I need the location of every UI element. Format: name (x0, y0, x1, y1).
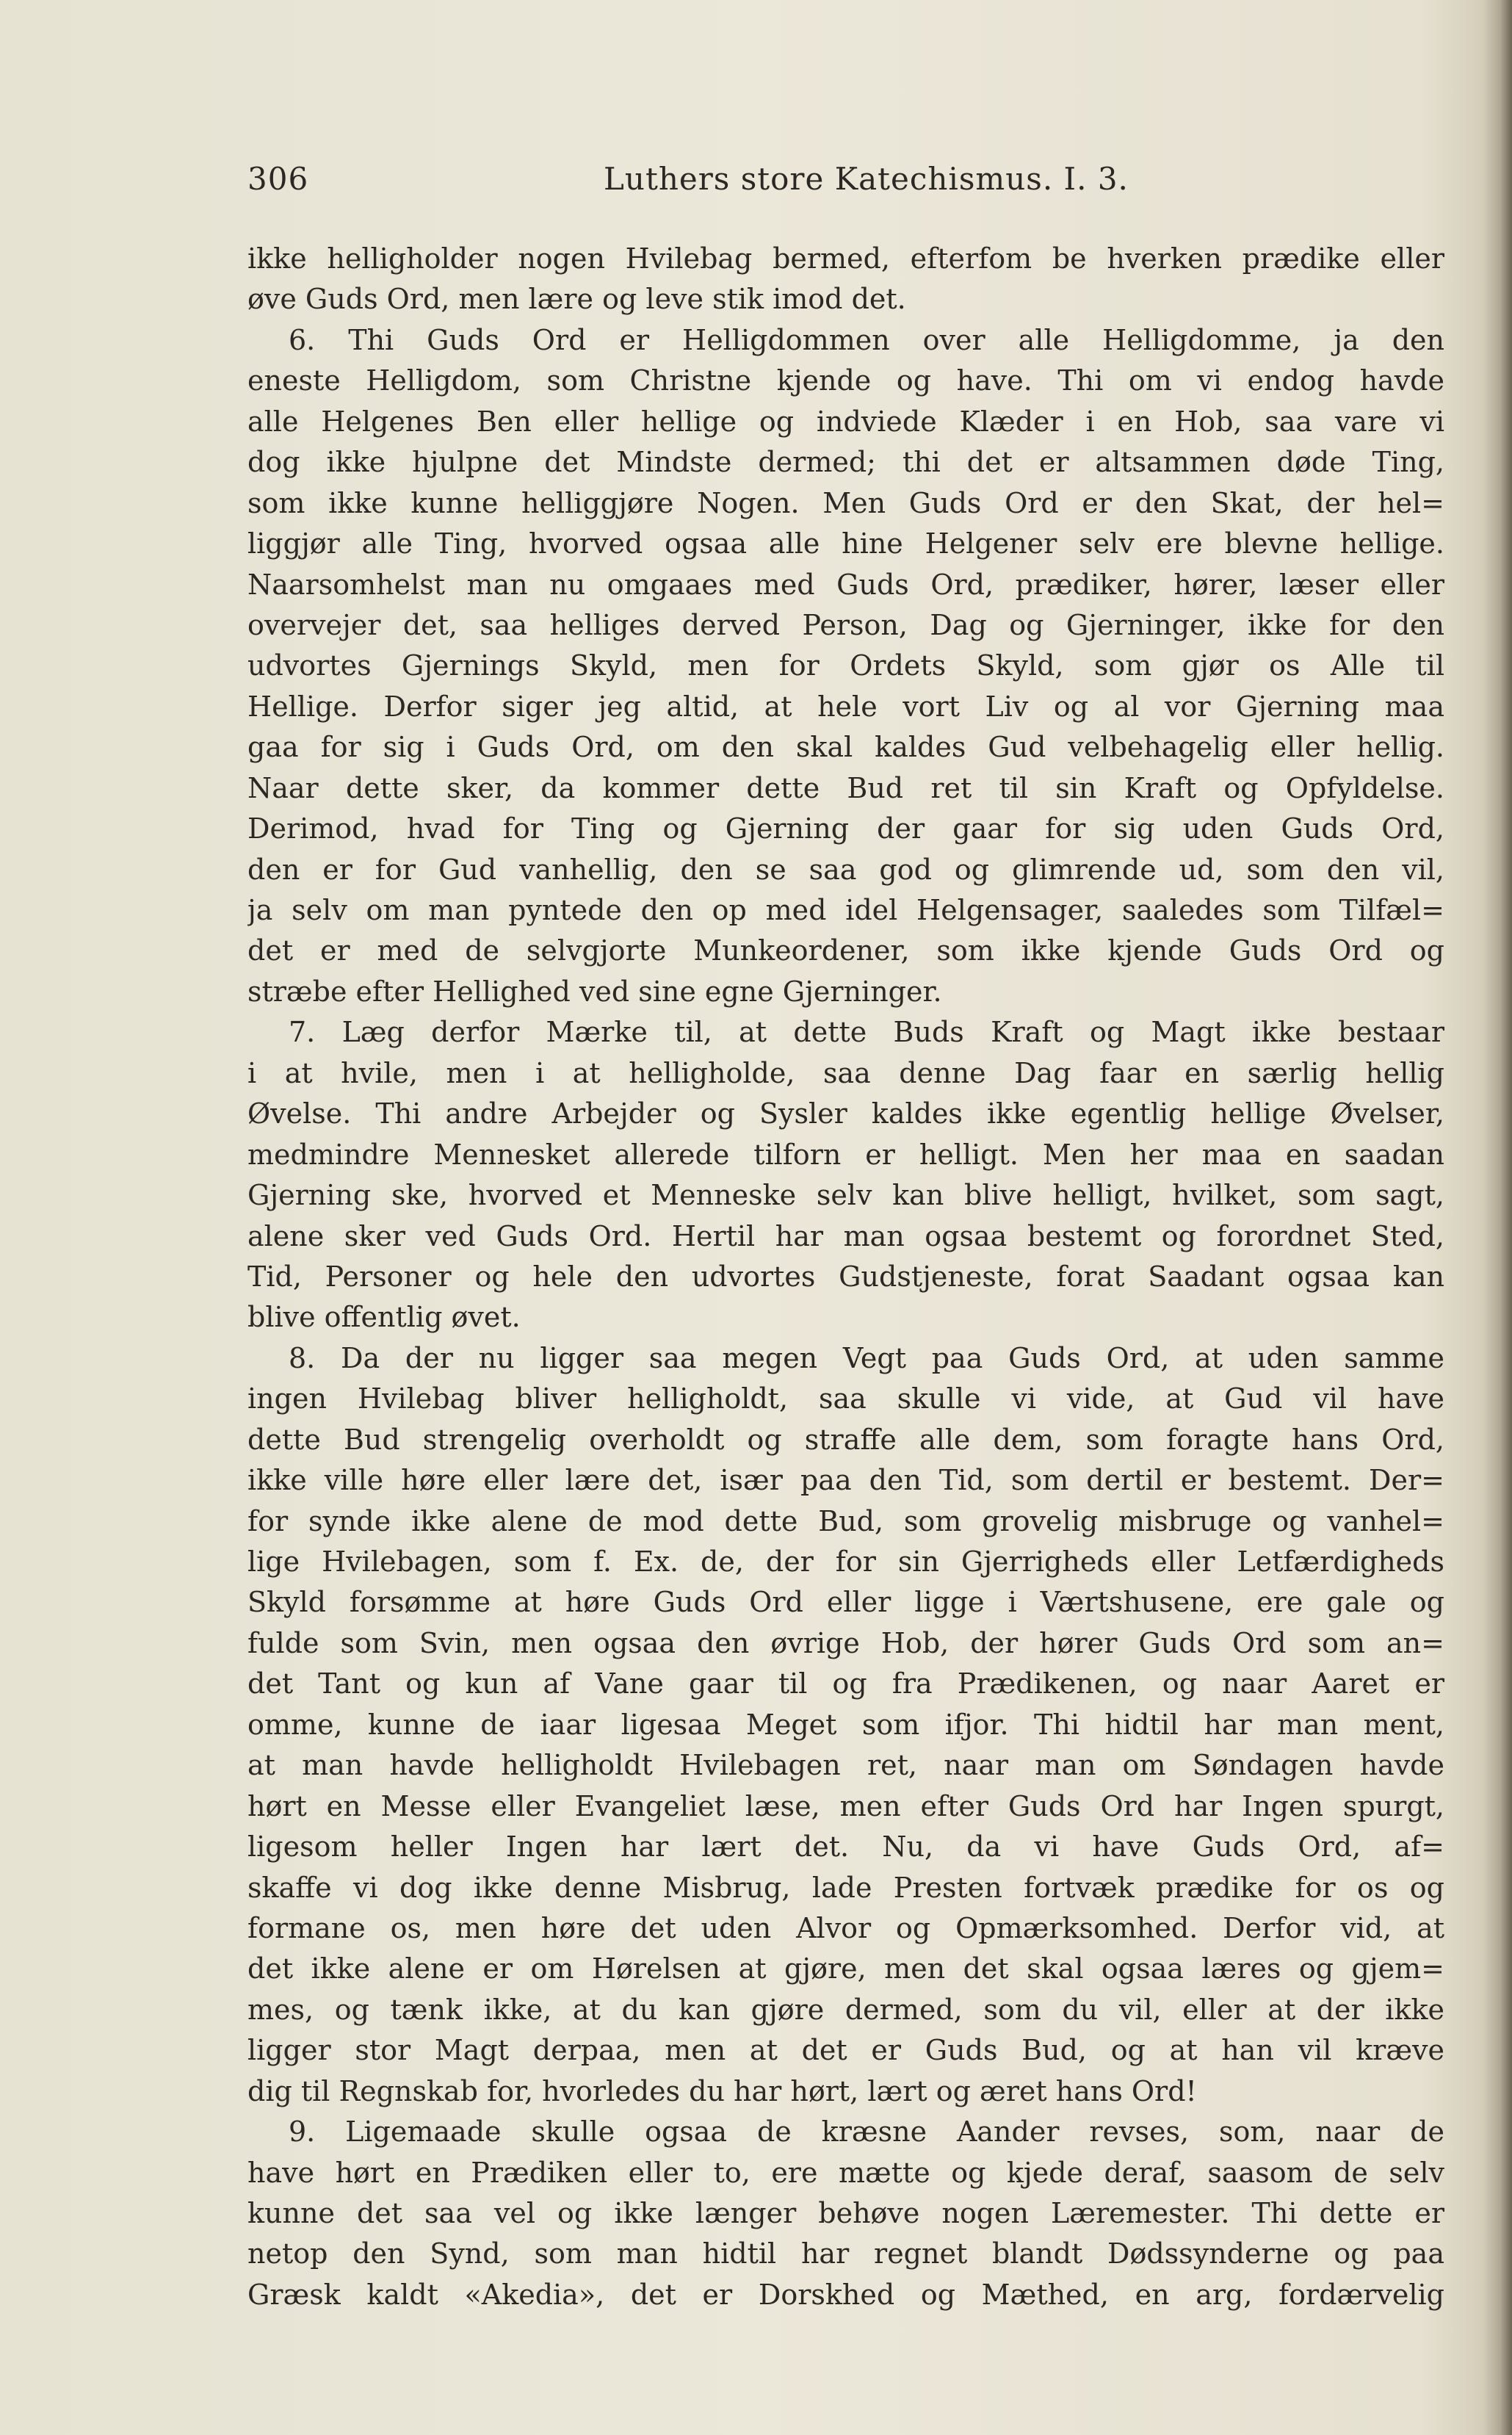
page-edge-shadow (1483, 0, 1512, 2435)
text-line: ikke ville høre eller lære det, især paa den Tid, som dertil er bestemt. Der= (247, 1464, 1444, 1497)
text-line: som ikke kunne helliggjøre Nogen. Men Guds Ord er den Skat, der hel= (247, 486, 1444, 519)
text-line: 6. Thi Guds Ord er Helligdommen over alle Helligdomme, ja den (289, 323, 1444, 356)
running-title: Luthers store Katechismus. I. 3. (604, 161, 1129, 197)
text-line: 7. Læg derfor Mærke til, at dette Buds Kraft og Magt ikke bestaar (289, 1016, 1444, 1049)
text-line: mes, og tænk ikke, at du kan gjøre dermed, som du vil, eller at der ikke (247, 1993, 1444, 2026)
text-line: 8. Da der nu ligger saa megen Vegt paa Guds Ord, at uden samme (289, 1341, 1444, 1374)
text-line: lige Hvilebagen, som f. Ex. de, der for sin Gjerrigheds eller Letfærdigheds (247, 1545, 1444, 1578)
text-line: i at hvile, men i at helligholde, saa denne Dag faar en særlig hellig (247, 1056, 1444, 1089)
text-line: ligger stor Magt derpaa, men at det er Guds Bud, og at han vil kræve (247, 2034, 1444, 2067)
text-line: eneste Helligdom, som Christne kjende og have. Thi om vi endog havde (247, 364, 1444, 397)
text-line: udvortes Gjernings Skyld, men for Ordets Skyld, som gjør os Alle til (247, 649, 1444, 682)
body-text (247, 239, 1444, 2315)
text-line: alene sker ved Guds Ord. Hertil har man ogsaa bestemt og forordnet Sted, (247, 1219, 1444, 1252)
text-line: ikke helligholder nogen Hvilebag bermed, efterfom be hverken prædike eller (247, 242, 1444, 275)
text-line: Hellige. Derfor siger jeg altid, at hele vort Liv og al vor Gjerning maa (247, 690, 1444, 723)
text-line: omme, kunne de iaar ligesaa Meget som ifjor. Thi hidtil har man ment, (247, 1708, 1444, 1741)
text-line: formane os, men høre det uden Alvor og Opmærksomhed. Derfor vid, at (247, 1911, 1444, 1944)
text-line: Naarsomhelst man nu omgaaes med Guds Ord, prædiker, hører, læser eller (247, 568, 1444, 601)
text-line: liggjør alle Ting, hvorved ogsaa alle hine Helgener selv ere blevne hellige. (247, 527, 1444, 560)
text-line: gaa for sig i Guds Ord, om den skal kaldes Gud velbehagelig eller hellig. (247, 731, 1444, 764)
text-line: øve Guds Ord, men lære og leve stik imod det. (247, 283, 906, 316)
text-line: dette Bud strengelig overholdt og straffe alle dem, som foragte hans Ord, (247, 1423, 1444, 1456)
text-line: den er for Gud vanhellig, den se saa god og glimrende ud, som den vil, (247, 853, 1444, 886)
text-line: fulde som Svin, men ogsaa den øvrige Hob, der hører Guds Ord som an= (247, 1626, 1444, 1659)
text-line: at man havde helligholdt Hvilebagen ret, naar man om Søndagen havde (247, 1749, 1444, 1782)
text-line: Gjerning ske, hvorved et Menneske selv kan blive helligt, hvilket, som sagt, (247, 1179, 1444, 1212)
text-line: medmindre Mennesket allerede tilforn er helligt. Men her maa en saadan (247, 1138, 1444, 1171)
text-line: dig til Regnskab for, hvorledes du har hørt, lært og æret hans Ord! (247, 2074, 1197, 2107)
text-line: blive offentlig øvet. (247, 1301, 521, 1334)
running-header (247, 156, 1444, 203)
text-line: for synde ikke alene de mod dette Bud, som grovelig misbruge og vanhel= (247, 1504, 1444, 1537)
text-line: dog ikke hjulpne det Mindste dermed; thi det er altsammen døde Ting, (247, 446, 1444, 479)
text-line: Tid, Personer og hele den udvortes Gudstjeneste, forat Saadant ogsaa kan (247, 1260, 1444, 1293)
text-line: overvejer det, saa helliges derved Person, Dag og Gjerninger, ikke for den (247, 608, 1444, 641)
text-line: hørt en Messe eller Evangeliet læse, men efter Guds Ord har Ingen spurgt, (247, 1789, 1444, 1822)
text-line: Øvelse. Thi andre Arbejder og Sysler kaldes ikke egentlig hellige Øvelser, (247, 1097, 1444, 1130)
text-line: ligesom heller Ingen har lært det. Nu, da vi have Guds Ord, af= (247, 1830, 1444, 1864)
text-line: det ikke alene er om Hørelsen at gjøre, men det skal ogsaa læres og gjem= (247, 1952, 1444, 1985)
text-line: Skyld forsømme at høre Guds Ord eller ligge i Værtshusene, ere gale og (247, 1586, 1444, 1619)
text-line: ingen Hvilebag bliver helligholdt, saa skulle vi vide, at Gud vil have (247, 1382, 1444, 1415)
text-line: Naar dette sker, da kommer dette Bud ret til sin Kraft og Opfyldelse. (247, 771, 1444, 804)
text-line: 9. Ligemaade skulle ogsaa de kræsne Aander revses, som, naar de (289, 2115, 1444, 2149)
text-line: Derimod, hvad for Ting og Gjerning der gaar for sig uden Guds Ord, (247, 812, 1444, 845)
text-line: det er med de selvgjorte Munkeordener, som ikke kjende Guds Ord og (247, 934, 1444, 967)
text-line: Græsk kaldt «Akedia», det er Dorskhed og Mæthed, en arg, fordærvelig (247, 2278, 1444, 2311)
text-line: stræbe efter Hellighed ved sine egne Gjerninger. (247, 975, 942, 1008)
text-line: skaffe vi dog ikke denne Misbrug, lade Presten fortvæk prædike for os og (247, 1871, 1444, 1904)
page-number: 306 (247, 161, 309, 197)
text-line: have hørt en Prædiken eller to, ere mætte og kjede deraf, saasom de selv (247, 2156, 1444, 2189)
text-line: kunne det saa vel og ikke længer behøve nogen Læremester. Thi dette er (247, 2197, 1444, 2229)
text-line: alle Helgenes Ben eller hellige og indviede Klæder i en Hob, saa vare vi (247, 405, 1444, 438)
text-line: netop den Synd, som man hidtil har regnet blandt Dødssynderne og paa (247, 2237, 1444, 2270)
text-line: ja selv om man pyntede den op med idel Helgensager, saaledes som Tilfæl= (247, 894, 1444, 926)
text-line: det Tant og kun af Vane gaar til og fra Prædikenen, og naar Aaret er (247, 1667, 1444, 1700)
